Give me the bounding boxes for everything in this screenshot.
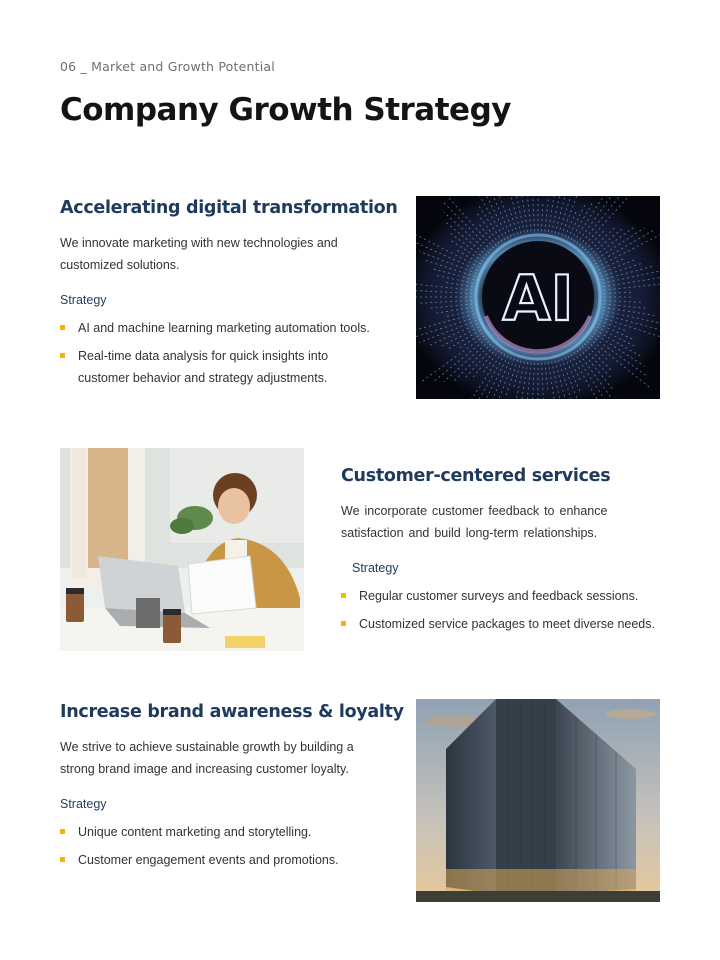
- office-photo: [60, 448, 304, 651]
- list-item: [60, 345, 380, 389]
- section-title: Customer-centered services: [341, 466, 611, 486]
- building-photo: [416, 699, 660, 902]
- ai-glyph: AI: [502, 262, 574, 335]
- strategy-list: [60, 821, 380, 871]
- ai-image: [416, 196, 660, 399]
- section-description: We strive to achieve sustainable growth by building a strong brand image and increasing customer loyalty.: [60, 740, 354, 776]
- section-digital-transformation: [60, 198, 398, 395]
- page-title: Company Growth Strategy: [60, 92, 511, 128]
- bullet-icon: [60, 325, 65, 330]
- bullet-icon: [341, 593, 346, 598]
- section-title: Increase brand awareness & loyalty: [60, 702, 404, 722]
- bullet-text: Real-time data analysis for quick insights into customer behavior and strategy adjustments.: [78, 349, 329, 385]
- bullet-text: Customized service packages to meet diverse needs.: [359, 617, 655, 631]
- strategy-list: [341, 585, 661, 635]
- bullet-text: Unique content marketing and storytelling.: [78, 825, 312, 839]
- bullet-text: Customer engagement events and promotions.: [78, 853, 339, 867]
- section-customer-centered: [341, 466, 661, 641]
- list-item: [60, 849, 380, 871]
- strategy-label: Strategy: [352, 561, 399, 575]
- list-item: [60, 317, 380, 339]
- eyebrow-label: 06 _ Market and Growth Potential: [60, 59, 275, 74]
- list-item: [341, 585, 661, 607]
- bullet-icon: [60, 857, 65, 862]
- bullet-text: AI and machine learning marketing automation tools.: [78, 321, 370, 335]
- section-title: Accelerating digital transformation: [60, 198, 398, 218]
- bullet-icon: [60, 353, 65, 358]
- section-description: We incorporate customer feedback to enhance satisfaction and build long-term relationships.: [341, 504, 608, 540]
- bullet-text: Regular customer surveys and feedback sessions.: [359, 589, 639, 603]
- bullet-icon: [341, 621, 346, 626]
- strategy-label: Strategy: [60, 293, 107, 307]
- strategy-label: Strategy: [60, 797, 107, 811]
- list-item: [60, 821, 380, 843]
- section-description: We innovate marketing with new technologies and customized solutions.: [60, 236, 338, 272]
- strategy-list: [60, 317, 380, 389]
- bullet-icon: [60, 829, 65, 834]
- section-brand-awareness: [60, 702, 404, 877]
- list-item: [341, 613, 661, 635]
